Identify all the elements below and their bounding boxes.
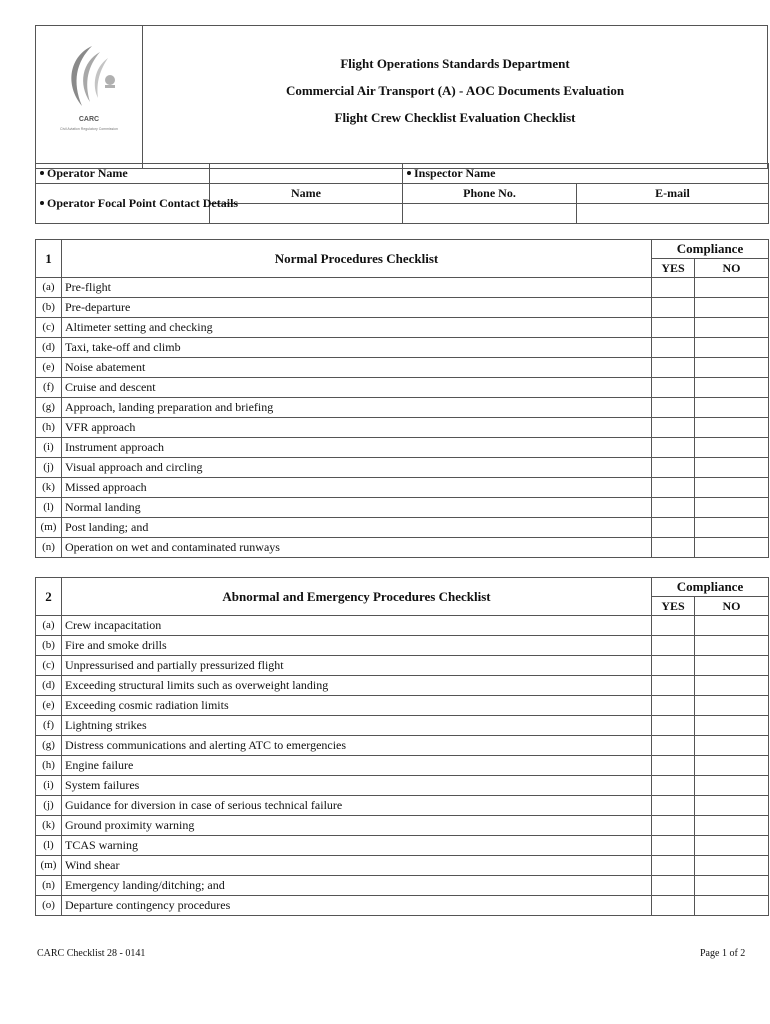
checklist-title: Flight Crew Checklist Evaluation Checklist: [334, 110, 576, 125]
no-checkbox-cell[interactable]: [695, 458, 769, 478]
no-checkbox-cell[interactable]: [695, 358, 769, 378]
item-letter: (e): [36, 696, 62, 716]
page-number: Page 1 of 2: [700, 948, 746, 959]
item-letter: (c): [36, 656, 62, 676]
no-checkbox-cell[interactable]: [695, 278, 769, 298]
yes-checkbox-cell[interactable]: [652, 896, 695, 916]
item-text: Post landing; and: [62, 518, 652, 538]
no-checkbox-cell[interactable]: [695, 736, 769, 756]
checklist-row: [36, 696, 769, 716]
no-checkbox-cell[interactable]: [695, 876, 769, 896]
item-letter: (i): [36, 776, 62, 796]
item-text: Lightning strikes: [62, 716, 652, 736]
logo-subtitle: Civil Aviation Regulatory Commission: [60, 127, 118, 131]
item-letter: (g): [36, 736, 62, 756]
no-checkbox-cell[interactable]: [695, 398, 769, 418]
yes-checkbox-cell[interactable]: [652, 676, 695, 696]
item-text: Exceeding cosmic radiation limits: [62, 696, 652, 716]
document-header: [35, 25, 768, 169]
operator-name-label: Operator Name: [36, 164, 210, 184]
item-text: Ground proximity warning: [62, 816, 652, 836]
yes-checkbox-cell[interactable]: [652, 856, 695, 876]
item-text: Exceeding structural limits such as overweight landing: [62, 676, 652, 696]
no-checkbox-cell[interactable]: [695, 298, 769, 318]
inspector-name-label: Inspector Name: [403, 164, 769, 184]
no-header: NO: [695, 259, 769, 278]
no-checkbox-cell[interactable]: [695, 538, 769, 558]
item-letter: (d): [36, 338, 62, 358]
checklist-row: [36, 298, 769, 318]
yes-header: YES: [652, 597, 695, 616]
no-checkbox-cell[interactable]: [695, 438, 769, 458]
item-letter: (f): [36, 378, 62, 398]
item-text: Guidance for diversion in case of serious technical failure: [62, 796, 652, 816]
yes-checkbox-cell[interactable]: [652, 656, 695, 676]
item-text: Operation on wet and contaminated runways: [62, 538, 652, 558]
item-letter: (o): [36, 896, 62, 916]
no-checkbox-cell[interactable]: [695, 856, 769, 876]
item-letter: (j): [36, 458, 62, 478]
no-checkbox-cell[interactable]: [695, 338, 769, 358]
item-text: Engine failure: [62, 756, 652, 776]
no-checkbox-cell[interactable]: [695, 896, 769, 916]
item-text: Unpressurised and partially pressurized flight: [62, 656, 652, 676]
section-title: Abnormal and Emergency Procedures Checklist: [62, 578, 652, 616]
no-checkbox-cell[interactable]: [695, 518, 769, 538]
checklist-row: [36, 856, 769, 876]
item-letter: (g): [36, 398, 62, 418]
info-table: [35, 163, 769, 224]
item-letter: (m): [36, 856, 62, 876]
no-checkbox-cell[interactable]: [695, 656, 769, 676]
checklist-row: [36, 716, 769, 736]
bullet-icon: [40, 171, 44, 175]
yes-checkbox-cell[interactable]: [652, 538, 695, 558]
logo-cell: [36, 26, 143, 168]
section-title: Normal Procedures Checklist: [62, 240, 652, 278]
focal-point-label: Operator Focal Point Contact Details: [36, 184, 210, 224]
abnormal-procedures-table: [35, 577, 769, 916]
checklist-row: [36, 756, 769, 776]
item-text: Fire and smoke drills: [62, 636, 652, 656]
yes-checkbox-cell[interactable]: [652, 338, 695, 358]
bullet-icon: [407, 171, 411, 175]
item-letter: (f): [36, 716, 62, 736]
checklist-row: [36, 896, 769, 916]
item-letter: (j): [36, 796, 62, 816]
phone-column-header: Phone No.: [403, 184, 577, 204]
item-letter: (e): [36, 358, 62, 378]
item-letter: (h): [36, 418, 62, 438]
item-text: Cruise and descent: [62, 378, 652, 398]
item-letter: (l): [36, 836, 62, 856]
item-text: Visual approach and circling: [62, 458, 652, 478]
item-text: System failures: [62, 776, 652, 796]
yes-checkbox-cell[interactable]: [652, 776, 695, 796]
yes-checkbox-cell[interactable]: [652, 398, 695, 418]
checklist-row: [36, 338, 769, 358]
focal-phone-field[interactable]: [403, 204, 577, 224]
no-checkbox-cell[interactable]: [695, 756, 769, 776]
operator-name-field[interactable]: [210, 164, 403, 184]
no-checkbox-cell[interactable]: [695, 378, 769, 398]
item-letter: (i): [36, 438, 62, 458]
checklist-row: [36, 656, 769, 676]
item-text: Distress communications and alerting ATC to emergencies: [62, 736, 652, 756]
section-number: 2: [36, 578, 62, 616]
yes-checkbox-cell[interactable]: [652, 418, 695, 438]
department-title: Flight Operations Standards Department: [340, 56, 570, 71]
item-text: Normal landing: [62, 498, 652, 518]
focal-email-field[interactable]: [577, 204, 769, 224]
checklist-row: [36, 398, 769, 418]
compliance-header: Compliance: [652, 240, 769, 259]
yes-checkbox-cell[interactable]: [652, 438, 695, 458]
no-checkbox-cell[interactable]: [695, 418, 769, 438]
checklist-row: [36, 318, 769, 338]
no-checkbox-cell[interactable]: [695, 816, 769, 836]
compliance-header: Compliance: [652, 578, 769, 597]
checklist-row: [36, 736, 769, 756]
yes-checkbox-cell[interactable]: [652, 278, 695, 298]
checklist-row: [36, 876, 769, 896]
yes-checkbox-cell[interactable]: [652, 636, 695, 656]
checklist-row: [36, 478, 769, 498]
item-letter: (a): [36, 616, 62, 636]
checklist-row: [36, 278, 769, 298]
item-letter: (h): [36, 756, 62, 776]
yes-checkbox-cell[interactable]: [652, 378, 695, 398]
item-letter: (l): [36, 498, 62, 518]
no-checkbox-cell[interactable]: [695, 498, 769, 518]
yes-checkbox-cell[interactable]: [652, 736, 695, 756]
name-column-header: Name: [210, 184, 403, 204]
yes-checkbox-cell[interactable]: [652, 876, 695, 896]
checklist-row: [36, 518, 769, 538]
item-text: Pre-departure: [62, 298, 652, 318]
title-block: [143, 26, 767, 168]
checklist-row: [36, 538, 769, 558]
checklist-row: [36, 676, 769, 696]
yes-checkbox-cell[interactable]: [652, 836, 695, 856]
no-checkbox-cell[interactable]: [695, 318, 769, 338]
item-letter: (k): [36, 478, 62, 498]
item-letter: (k): [36, 816, 62, 836]
yes-checkbox-cell[interactable]: [652, 458, 695, 478]
email-column-header: E-mail: [577, 184, 769, 204]
item-text: Missed approach: [62, 478, 652, 498]
item-letter: (n): [36, 876, 62, 896]
no-checkbox-cell[interactable]: [695, 676, 769, 696]
section-number: 1: [36, 240, 62, 278]
bullet-icon: [40, 201, 44, 205]
no-checkbox-cell[interactable]: [695, 836, 769, 856]
item-letter: (n): [36, 538, 62, 558]
yes-header: YES: [652, 259, 695, 278]
item-text: TCAS warning: [62, 836, 652, 856]
item-letter: (c): [36, 318, 62, 338]
item-text: Wind shear: [62, 856, 652, 876]
yes-checkbox-cell[interactable]: [652, 716, 695, 736]
no-header: NO: [695, 597, 769, 616]
no-checkbox-cell[interactable]: [695, 696, 769, 716]
carc-logo-icon: [52, 40, 126, 116]
yes-checkbox-cell[interactable]: [652, 756, 695, 776]
checklist-row: [36, 498, 769, 518]
checklist-row: [36, 438, 769, 458]
logo-name: CARC: [78, 116, 100, 123]
checklist-row: [36, 616, 769, 636]
yes-checkbox-cell[interactable]: [652, 616, 695, 636]
item-letter: (d): [36, 676, 62, 696]
checklist-row: [36, 836, 769, 856]
item-text: Taxi, take-off and climb: [62, 338, 652, 358]
checklist-row: [36, 796, 769, 816]
yes-checkbox-cell[interactable]: [652, 696, 695, 716]
item-text: Departure contingency procedures: [62, 896, 652, 916]
yes-checkbox-cell[interactable]: [652, 518, 695, 538]
item-letter: (b): [36, 636, 62, 656]
item-text: Noise abatement: [62, 358, 652, 378]
item-text: Emergency landing/ditching; and: [62, 876, 652, 896]
no-checkbox-cell[interactable]: [695, 776, 769, 796]
checklist-row: [36, 358, 769, 378]
checklist-row: [36, 776, 769, 796]
checklist-row: [36, 636, 769, 656]
checklist-row: [36, 458, 769, 478]
yes-checkbox-cell[interactable]: [652, 358, 695, 378]
item-text: Crew incapacitation: [62, 616, 652, 636]
checklist-row: [36, 378, 769, 398]
item-letter: (b): [36, 298, 62, 318]
item-letter: (a): [36, 278, 62, 298]
item-text: Instrument approach: [62, 438, 652, 458]
yes-checkbox-cell[interactable]: [652, 298, 695, 318]
focal-name-field[interactable]: [210, 204, 403, 224]
evaluation-title: Commercial Air Transport (A) - AOC Documents Evaluation: [285, 83, 625, 98]
item-text: Pre-flight: [62, 278, 652, 298]
yes-checkbox-cell[interactable]: [652, 478, 695, 498]
no-checkbox-cell[interactable]: [695, 796, 769, 816]
item-text: Altimeter setting and checking: [62, 318, 652, 338]
no-checkbox-cell[interactable]: [695, 478, 769, 498]
yes-checkbox-cell[interactable]: [652, 318, 695, 338]
yes-checkbox-cell[interactable]: [652, 796, 695, 816]
no-checkbox-cell[interactable]: [695, 616, 769, 636]
item-text: Approach, landing preparation and briefing: [62, 398, 652, 418]
item-letter: (m): [36, 518, 62, 538]
checklist-row: [36, 418, 769, 438]
item-text: VFR approach: [62, 418, 652, 438]
document-reference: CARC Checklist 28 - 0141: [37, 948, 146, 959]
yes-checkbox-cell[interactable]: [652, 498, 695, 518]
no-checkbox-cell[interactable]: [695, 716, 769, 736]
no-checkbox-cell[interactable]: [695, 636, 769, 656]
checklist-row: [36, 816, 769, 836]
normal-procedures-table: [35, 239, 769, 558]
yes-checkbox-cell[interactable]: [652, 816, 695, 836]
